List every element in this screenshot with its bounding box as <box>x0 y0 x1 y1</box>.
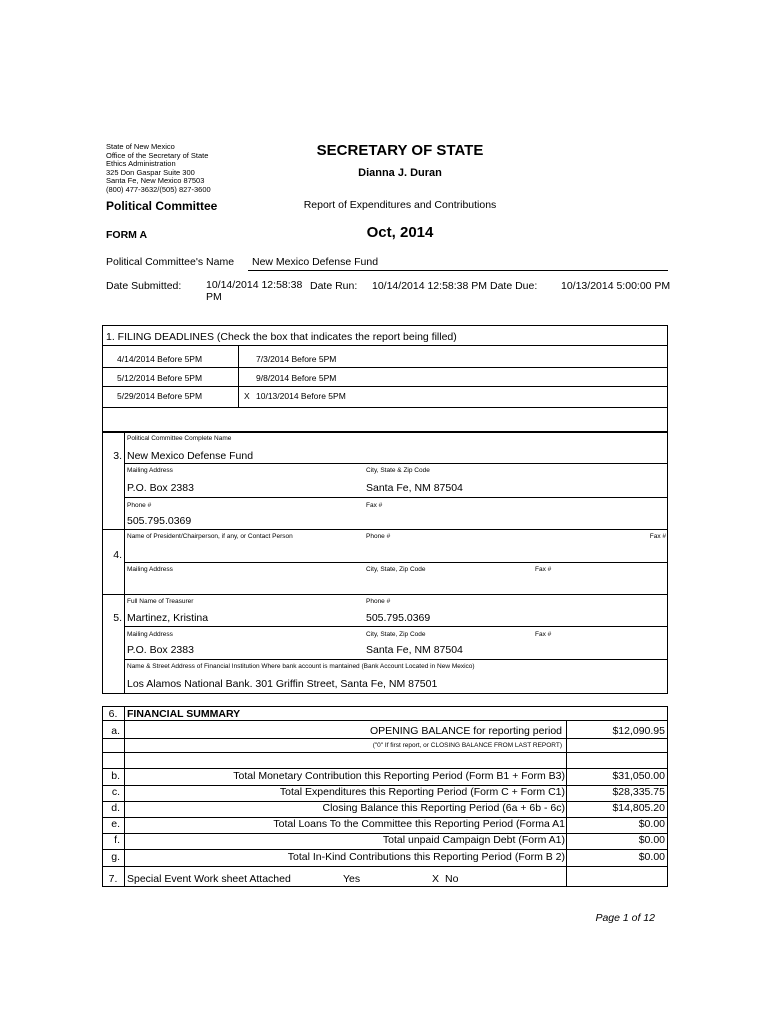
field-label: City, State & Zip Code <box>366 467 430 474</box>
deadline-option: 5/12/2014 Before 5PM <box>117 373 203 383</box>
date-run-value: 10/14/2014 12:58:38 PM <box>372 280 488 292</box>
divider <box>102 345 668 346</box>
summary-row-value: $28,335.75 <box>612 786 665 799</box>
field-label: Name of President/Chairperson, if any, or Contact Person <box>127 533 293 540</box>
treasurer-name: Martinez, Kristina <box>127 612 209 624</box>
field-label: Phone # <box>366 533 391 540</box>
field-label: City, State, Zip Code <box>366 566 426 573</box>
opening-balance-note: ("0" If first report, or CLOSING BALANCE FROM LAST REPORT) <box>372 742 562 749</box>
divider <box>124 432 125 694</box>
divider <box>102 407 668 408</box>
agency-line: Ethics Administration <box>106 159 176 169</box>
form-id: FORM A <box>106 229 148 241</box>
deadline-option: 10/13/2014 Before 5PM <box>256 391 346 401</box>
row-letter: d. <box>111 802 120 815</box>
financial-summary-title: FINANCIAL SUMMARY <box>127 708 241 720</box>
phone-number: 505.795.0369 <box>127 515 192 527</box>
official-name: Dianna J. Duran <box>358 167 442 179</box>
field-label: Fax # <box>535 631 552 638</box>
section-number: 4. <box>113 549 122 561</box>
field-label: Fax # <box>366 502 383 509</box>
committee-name-value: New Mexico Defense Fund <box>252 256 379 268</box>
summary-row-label: Total Expenditures this Reporting Period (Form C + Form C1) <box>279 786 565 799</box>
divider <box>238 345 239 408</box>
deadline-option: 4/14/2014 Before 5PM <box>117 354 203 364</box>
date-due-label: Date Due: <box>490 280 538 292</box>
row-letter: e. <box>111 818 120 831</box>
special-event-no-mark: X <box>432 873 440 885</box>
summary-row-value: $0.00 <box>638 850 665 863</box>
row-letter: g. <box>111 850 120 863</box>
opening-balance-label: OPENING BALANCE for reporting period <box>370 725 562 737</box>
divider <box>124 562 668 563</box>
page-number: Page 1 of 12 <box>595 912 655 924</box>
agency-address <box>106 143 211 195</box>
field-label: Phone # <box>366 598 391 605</box>
agency-line: 325 Don Gaspar Suite 300 <box>106 167 195 177</box>
row-letter: f. <box>114 834 120 847</box>
field-label: Mailing Address <box>127 631 173 638</box>
field-label: Fax # <box>649 533 666 540</box>
deadline-checked-mark: X <box>244 391 250 401</box>
divider <box>124 497 668 498</box>
section-number: 6. <box>108 708 118 720</box>
summary-row-label: Total unpaid Campaign Debt (Form A1) <box>382 834 565 847</box>
summary-row-label: Total Monetary Contribution this Reporting Period (Form B1 + Form B3) <box>233 770 565 782</box>
opening-balance-value: $12,090.95 <box>612 725 665 737</box>
committee-complete-name: New Mexico Defense Fund <box>127 450 254 462</box>
summary-row-label: Total In-Kind Contributions this Reporting Period (Form B 2) <box>287 850 565 863</box>
mailing-address: P.O. Box 2383 <box>127 482 194 494</box>
divider <box>102 594 668 595</box>
field-label: Full Name of Treasurer <box>127 598 194 605</box>
summary-row-value: $0.00 <box>638 834 665 847</box>
field-label: Name & Street Address of Financial Institution Where bank account is mantained (Bank Account Located in New Mexico) <box>127 663 475 670</box>
divider <box>566 720 567 887</box>
treasurer-phone: 505.795.0369 <box>366 612 431 624</box>
field-label: City, State, Zip Code <box>366 631 426 638</box>
agency-line: State of New Mexico <box>106 142 175 151</box>
section-number: 5. <box>113 612 122 624</box>
divider <box>102 720 668 721</box>
summary-row-label: Closing Balance this Reporting Period (6a + 6b - 6c) <box>322 802 565 815</box>
row-letter: b. <box>111 770 120 782</box>
agency-line: Office of the Secretary of State <box>106 150 209 160</box>
divider <box>102 367 668 368</box>
divider <box>248 270 668 271</box>
agency-line: Santa Fe, New Mexico 87503 <box>106 176 205 186</box>
agency-line: (800) 477-3632/(505) 827-3600 <box>106 184 211 194</box>
summary-row-value: $14,805.20 <box>612 802 665 815</box>
date-run-label: Date Run: <box>310 280 358 292</box>
city-state-zip: Santa Fe, NM 87504 <box>366 482 463 494</box>
field-label: Mailing Address <box>127 467 173 474</box>
summary-row-label: Total Loans To the Committee this Reporting Period (Forma A1 <box>273 818 565 831</box>
treasurer-mailing-address: P.O. Box 2383 <box>127 644 194 656</box>
date-due-value: 10/13/2014 5:00:00 PM <box>561 280 671 292</box>
divider <box>124 706 125 887</box>
report-period: Oct, 2014 <box>366 224 434 241</box>
divider <box>102 529 668 530</box>
divider <box>102 866 668 867</box>
field-label: Political Committee Complete Name <box>127 435 232 442</box>
summary-row-value: $0.00 <box>638 818 665 831</box>
field-label: Mailing Address <box>127 566 173 573</box>
divider <box>124 659 668 660</box>
deadline-option: 5/29/2014 Before 5PM <box>117 391 203 401</box>
row-letter: c. <box>111 786 120 799</box>
committee-name-label: Political Committee's Name <box>106 256 235 268</box>
divider <box>124 463 668 464</box>
deadline-option: 7/3/2014 Before 5PM <box>256 354 337 364</box>
divider <box>102 768 668 769</box>
committee-type: Political Committee <box>106 199 218 213</box>
divider <box>102 386 668 387</box>
date-submitted-value: 10/14/2014 12:58:38 PM <box>206 279 303 303</box>
divider <box>102 752 668 753</box>
page-title: SECRETARY OF STATE <box>316 142 484 159</box>
filing-deadlines-title: 1. FILING DEADLINES (Check the box that indicates the report being filled) <box>106 331 457 343</box>
section-number: 3. <box>113 450 122 462</box>
special-event-label: Special Event Work sheet Attached <box>127 873 291 885</box>
row-letter: a. <box>111 725 120 737</box>
divider <box>124 626 668 627</box>
report-title: Report of Expenditures and Contributions <box>303 199 497 211</box>
deadline-option: 9/8/2014 Before 5PM <box>256 373 337 383</box>
date-submitted-label: Date Submitted: <box>106 280 182 292</box>
treasurer-city-state-zip: Santa Fe, NM 87504 <box>366 644 463 656</box>
summary-row-value: $31,050.00 <box>612 770 665 782</box>
field-label: Phone # <box>127 502 152 509</box>
special-event-no: No <box>445 873 459 885</box>
special-event-yes: Yes <box>343 873 361 885</box>
field-label: Fax # <box>535 566 552 573</box>
divider <box>102 738 668 739</box>
bank-name-address: Los Alamos National Bank. 301 Griffin Street, Santa Fe, NM 87501 <box>127 678 438 690</box>
section-number: 7. <box>108 873 118 885</box>
